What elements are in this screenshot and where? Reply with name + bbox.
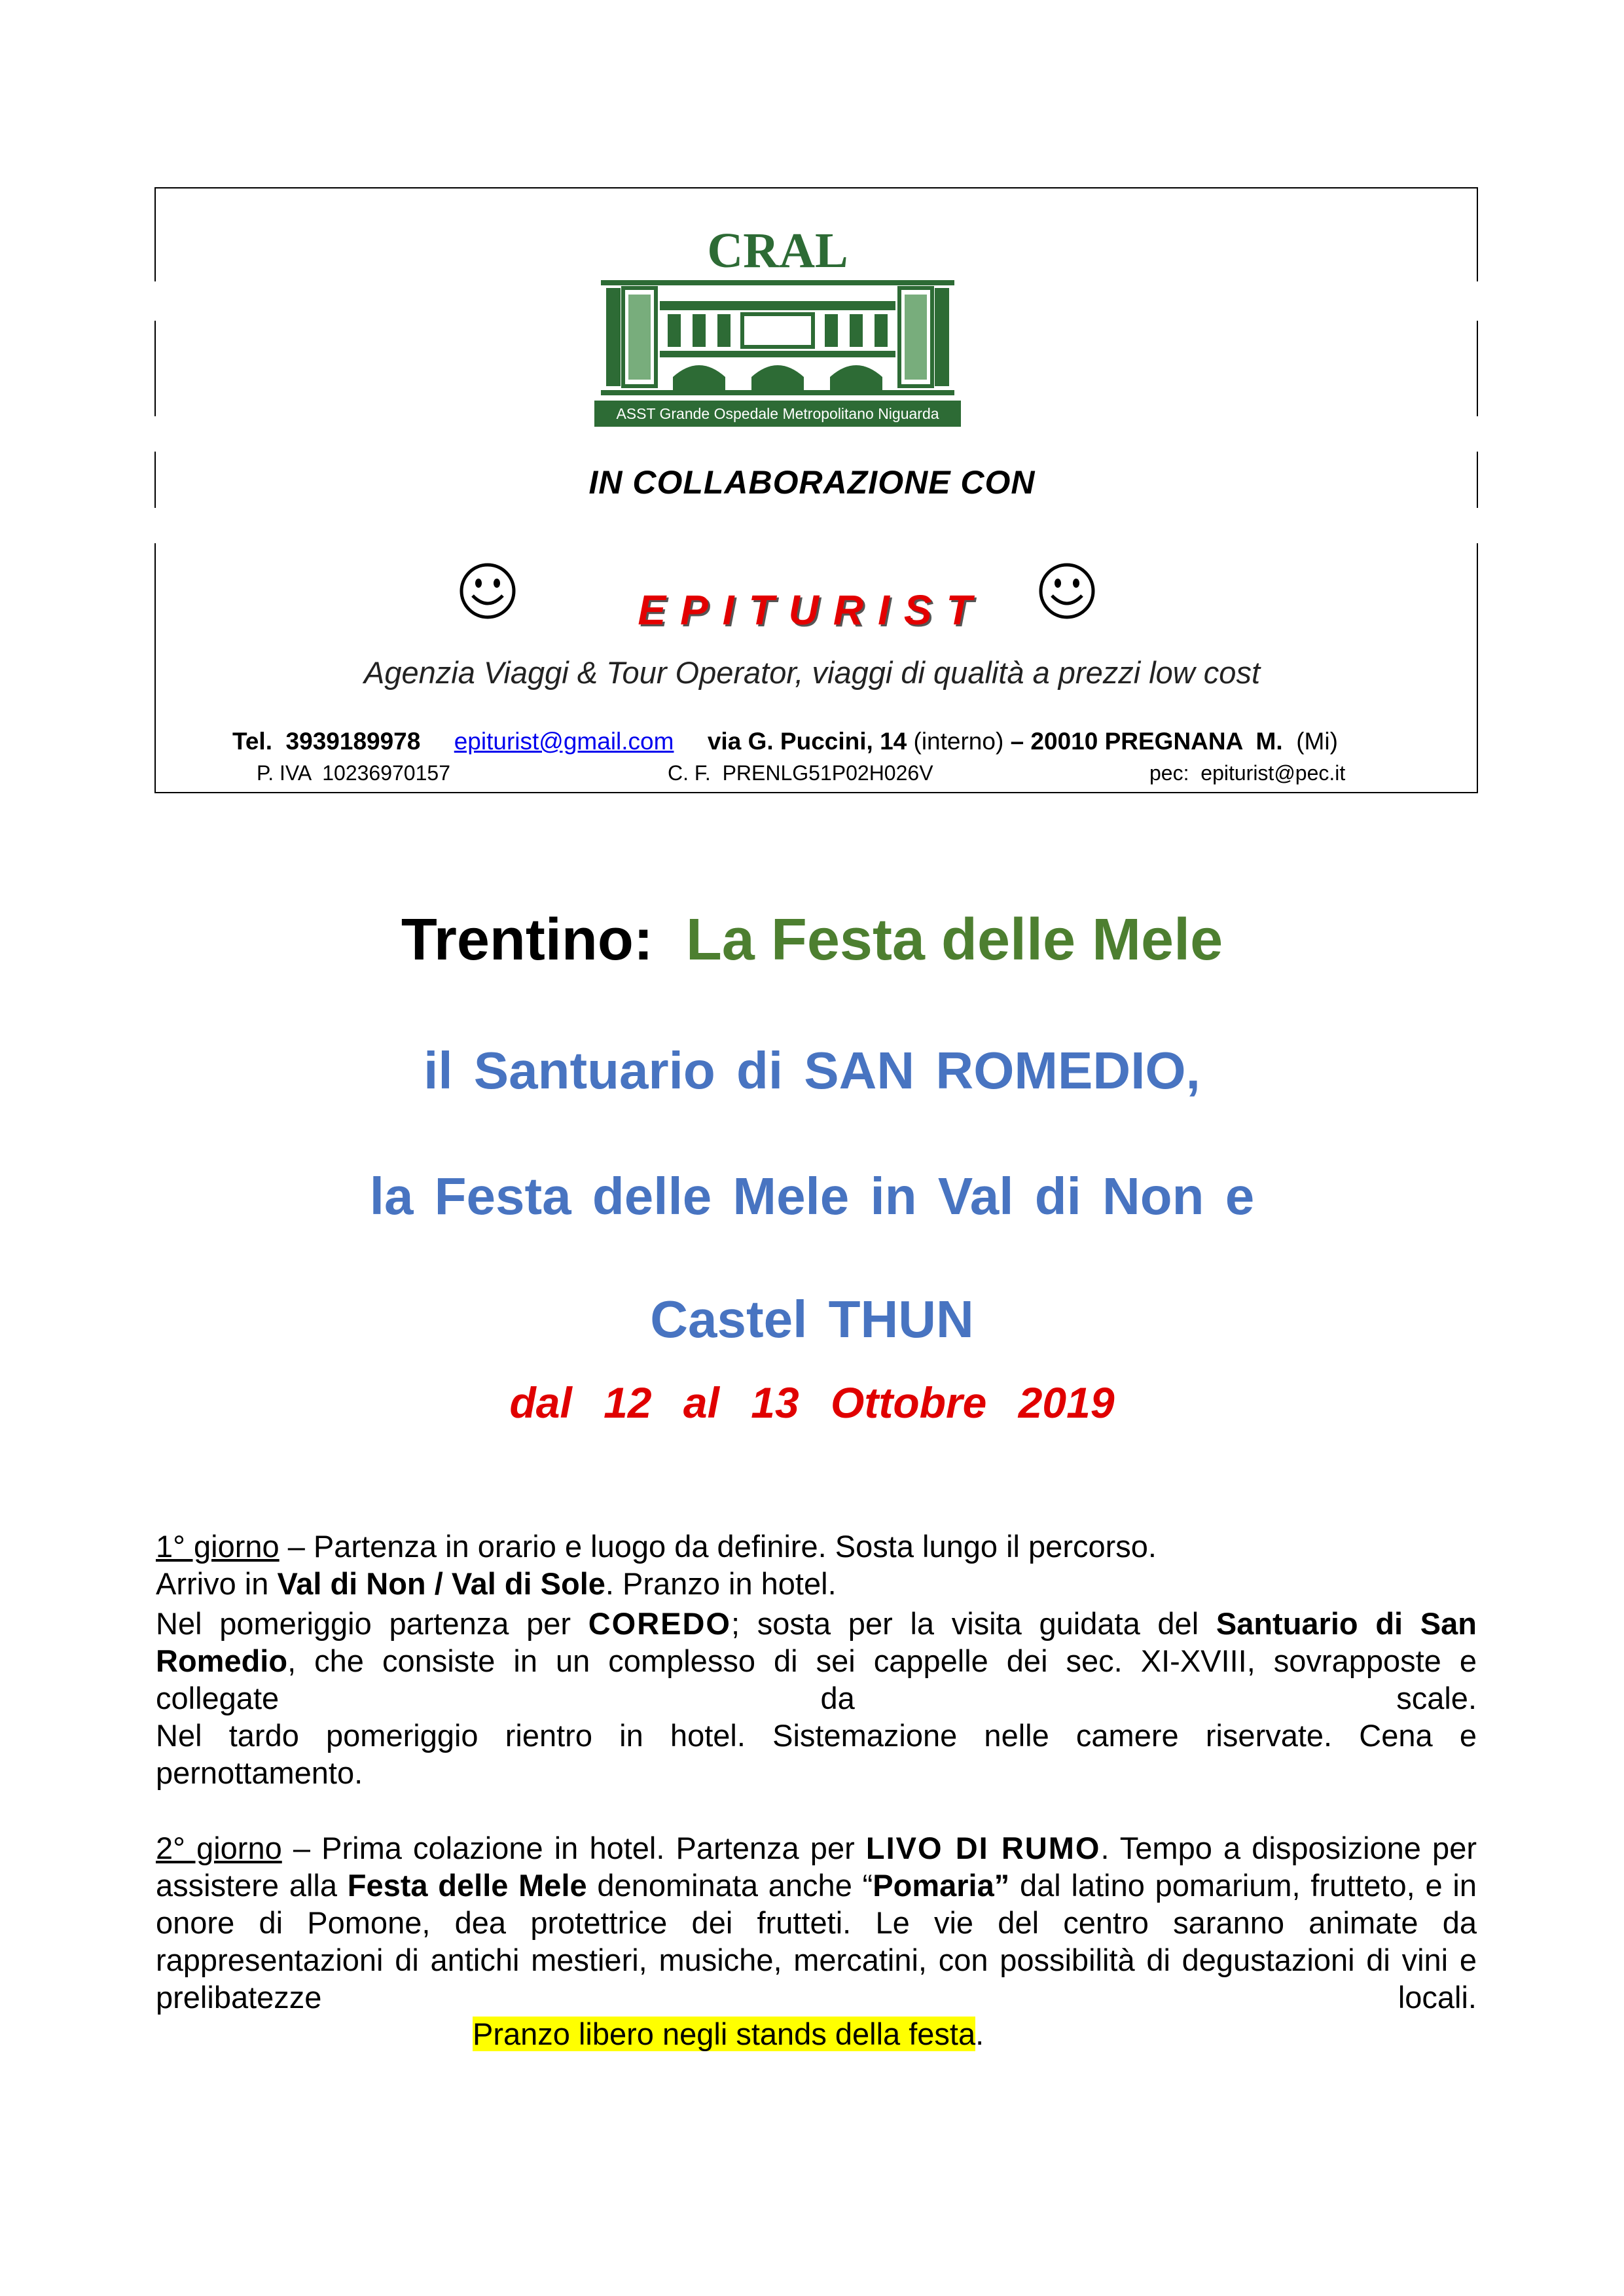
slash: / xyxy=(425,1566,452,1601)
day1-line2 xyxy=(156,1566,837,1602)
logo-caption: ASST Grande Ospedale Metropolitano Niguarda xyxy=(616,405,939,422)
pomaria: Pomaria” xyxy=(873,1868,1010,1903)
lunch-end: . xyxy=(975,2017,984,2051)
day1-label: 1° giorno xyxy=(156,1529,280,1564)
cral-logo xyxy=(594,223,961,435)
festa-delle-mele: Festa delle Mele xyxy=(347,1868,587,1903)
title-event: La Festa delle Mele xyxy=(685,907,1223,973)
afternoon-text: Nel pomeriggio partenza per xyxy=(156,1606,588,1641)
frame-right-bar xyxy=(1477,187,1478,281)
day2-text-c: . Tempo a disposizione per assistere alla xyxy=(156,1831,1477,1903)
frame-right-bar xyxy=(1477,321,1478,416)
day1-text: – Partenza in orario e luogo da definire. Sosta lungo il percorso. xyxy=(279,1529,1157,1564)
main-title xyxy=(0,906,1624,974)
frame-left-bar xyxy=(154,187,156,281)
tagline: Agenzia Viaggi & Tour Operator, viaggi di qualità a prezzi low cost xyxy=(363,655,1260,690)
lunch-highlight: Pranzo libero negli stands della festa xyxy=(473,2017,976,2051)
email-link[interactable]: epiturist@gmail.com xyxy=(454,728,674,755)
address: via G. Puccini, 14 xyxy=(707,728,907,755)
brand-name: EPITURIST xyxy=(638,586,986,634)
fiscal-code: C. F. PRENLG51P02H026V xyxy=(668,761,933,785)
event-dates: dal 12 al 13 Ottobre 2019 xyxy=(509,1378,1115,1427)
collaboration-heading: IN COLLABORAZIONE CON xyxy=(588,464,1036,501)
day1-evening: Nel tardo pomeriggio rientro in hotel. Sistemazione nelle camere riservate. Cena e pernottamento. xyxy=(156,1718,1477,1790)
vat-number: P. IVA 10236970157 xyxy=(257,761,450,785)
livo-di-rumo: LIVO DI RUMO xyxy=(865,1831,1101,1865)
subtitle-festa: la Festa delle Mele in Val di Non e xyxy=(369,1167,1255,1225)
subtitle-santuario: il Santuario di SAN ROMEDIO, xyxy=(424,1041,1200,1100)
lunch-hotel: . Pranzo in hotel. xyxy=(605,1566,837,1601)
title-region: Trentino: xyxy=(401,907,653,973)
contact-line xyxy=(232,728,1338,755)
frame-left-bar xyxy=(154,321,156,416)
day1-line1 xyxy=(156,1528,1157,1564)
logo-title: CRAL xyxy=(707,223,848,278)
day2-text-e: denominata anche “ xyxy=(586,1868,873,1903)
phone: Tel. 3939189978 xyxy=(232,728,421,755)
santuario-name: Santuario di San Romedio xyxy=(156,1606,1477,1678)
val-di-sole: Val di Sole xyxy=(451,1566,605,1601)
day1-arrival: Arrivo in xyxy=(156,1566,278,1601)
pec-address: pec: epiturist@pec.it xyxy=(1149,761,1346,785)
coredo: COREDO xyxy=(588,1606,731,1641)
address-province: (Mi) xyxy=(1282,728,1338,755)
day2-text-g: dal latino pomarium, frutteto, e in onore di Pomone, dea protettrice dei frutteti. Le vie del centro saranno animate da rappresentazioni di antichi mestieri, musiche, mercatini, con possibilità di degustazioni di vini e prelibatezze locali. xyxy=(156,1868,1477,2015)
visit-text: ; sosta per la visita guidata del xyxy=(731,1606,1216,1641)
santuario-desc: , che consiste in un complesso di sei cappelle dei sec. XI-XVIII, sovrapposte e collegate da scale. xyxy=(156,1643,1477,1715)
address-note: (interno) xyxy=(907,728,1011,755)
day2-text-a: – Prima colazione in hotel. Partenza per xyxy=(281,1831,866,1865)
day2-lunch xyxy=(473,2016,984,2052)
val-di-non: Val di Non xyxy=(277,1566,426,1601)
subtitle-castel: Castel THUN xyxy=(650,1290,974,1348)
day2-label: 2° giorno xyxy=(156,1831,282,1865)
address-city: – 20010 PREGNANA M. xyxy=(1010,728,1283,755)
